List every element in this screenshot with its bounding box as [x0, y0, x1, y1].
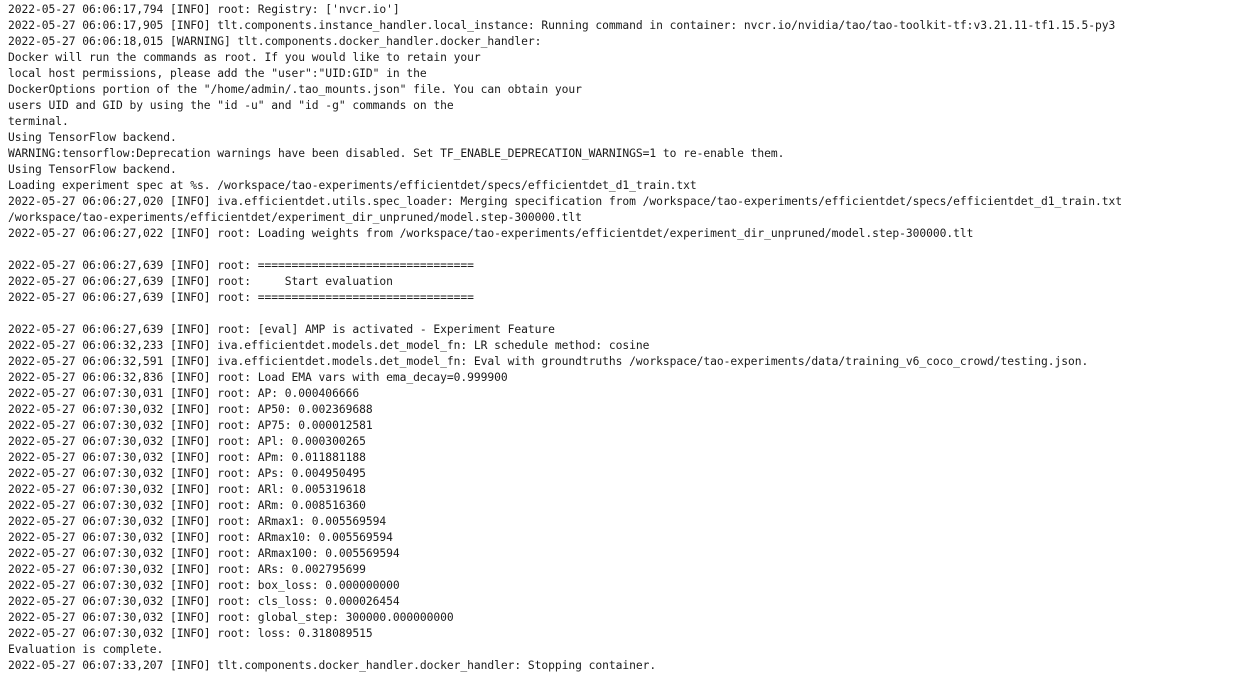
log-line: 2022-05-27 06:06:17,905 [INFO] tlt.components.instance_handler.local_instance: Running command in container: nvcr.io/nvidia/tao/tao-toolkit-tf:v3.21.11-tf1.15.5-py3 [8, 19, 1116, 32]
log-line: 2022-05-27 06:07:30,032 [INFO] root: AP50: 0.002369688 [8, 403, 373, 416]
log-line: 2022-05-27 06:07:30,032 [INFO] root: ARmax100: 0.005569594 [8, 547, 400, 560]
log-line: 2022-05-27 06:07:30,032 [INFO] root: ARs: 0.002795699 [8, 563, 366, 576]
log-line: 2022-05-27 06:07:30,032 [INFO] root: box_loss: 0.000000000 [8, 579, 400, 592]
log-line: 2022-05-27 06:07:30,032 [INFO] root: global_step: 300000.000000000 [8, 611, 454, 624]
log-line: 2022-05-27 06:07:30,032 [INFO] root: loss: 0.318089515 [8, 627, 373, 640]
log-line: DockerOptions portion of the "/home/admin/.tao_mounts.json" file. You can obtain your [8, 83, 582, 96]
log-line: WARNING:tensorflow:Deprecation warnings have been disabled. Set TF_ENABLE_DEPRECATION_WARNINGS=1 to re-enable them. [8, 147, 785, 160]
log-line: 2022-05-27 06:07:30,032 [INFO] root: APs: 0.004950495 [8, 467, 366, 480]
log-line: Using TensorFlow backend. [8, 131, 177, 144]
log-line: 2022-05-27 06:07:30,032 [INFO] root: ARmax10: 0.005569594 [8, 531, 393, 544]
log-line: 2022-05-27 06:06:27,639 [INFO] root: [eval] AMP is activated - Experiment Feature [8, 323, 555, 336]
log-line: 2022-05-27 06:07:30,032 [INFO] root: APm: 0.011881188 [8, 451, 366, 464]
log-line: terminal. [8, 115, 69, 128]
log-line: local host permissions, please add the "user":"UID:GID" in the [8, 67, 427, 80]
log-line: 2022-05-27 06:06:27,020 [INFO] iva.efficientdet.utils.spec_loader: Merging specification from /workspace/tao-experiments/efficientdet/specs/efficientdet_d1_train.txt [8, 195, 1122, 208]
log-line: 2022-05-27 06:06:18,015 [WARNING] tlt.components.docker_handler.docker_handler: [8, 35, 542, 48]
log-line: 2022-05-27 06:07:30,032 [INFO] root: cls_loss: 0.000026454 [8, 595, 400, 608]
log-text [8, 2, 1122, 674]
log-line: Using TensorFlow backend. [8, 163, 177, 176]
log-line: 2022-05-27 06:06:32,591 [INFO] iva.efficientdet.models.det_model_fn: Eval with groundtruths /workspace/tao-experiments/data/training_v6_coco_crowd/testing.json. [8, 355, 1089, 368]
log-line: users UID and GID by using the "id -u" and "id -g" commands on the [8, 99, 454, 112]
log-line: Evaluation is complete. [8, 643, 164, 656]
log-line: 2022-05-27 06:07:30,032 [INFO] root: ARmax1: 0.005569594 [8, 515, 387, 528]
log-line: 2022-05-27 06:07:30,031 [INFO] root: AP: 0.000406666 [8, 387, 360, 400]
log-line: 2022-05-27 06:07:30,032 [INFO] root: ARm: 0.008516360 [8, 499, 366, 512]
log-line: /workspace/tao-experiments/efficientdet/experiment_dir_unpruned/model.step-300000.tlt [8, 211, 582, 224]
log-line: 2022-05-27 06:06:27,022 [INFO] root: Loading weights from /workspace/tao-experiments/efficientdet/experiment_dir_unpruned/model.step-300000.tlt [8, 227, 974, 240]
log-line: 2022-05-27 06:06:32,233 [INFO] iva.efficientdet.models.det_model_fn: LR schedule method: cosine [8, 339, 650, 352]
log-line: 2022-05-27 06:06:27,639 [INFO] root: ================================ [8, 291, 474, 304]
log-line: 2022-05-27 06:06:17,794 [INFO] root: Registry: ['nvcr.io'] [8, 3, 400, 16]
log-line: 2022-05-27 06:06:27,639 [INFO] root: Start evaluation [8, 275, 393, 288]
log-line: 2022-05-27 06:06:32,836 [INFO] root: Load EMA vars with ema_decay=0.999900 [8, 371, 508, 384]
log-line: Docker will run the commands as root. If you would like to retain your [8, 51, 481, 64]
log-line: 2022-05-27 06:07:30,032 [INFO] root: APl: 0.000300265 [8, 435, 366, 448]
log-line [8, 306, 1122, 322]
log-line: 2022-05-27 06:07:33,207 [INFO] tlt.components.docker_handler.docker_handler: Stopping container. [8, 659, 657, 672]
log-line [8, 242, 1122, 258]
log-line: 2022-05-27 06:07:30,032 [INFO] root: AP75: 0.000012581 [8, 419, 373, 432]
log-line: 2022-05-27 06:06:27,639 [INFO] root: ================================ [8, 259, 474, 272]
log-line: 2022-05-27 06:07:30,032 [INFO] root: ARl: 0.005319618 [8, 483, 366, 496]
log-line: Loading experiment spec at %s. /workspace/tao-experiments/efficientdet/specs/efficientdet_d1_train.txt [8, 179, 697, 192]
